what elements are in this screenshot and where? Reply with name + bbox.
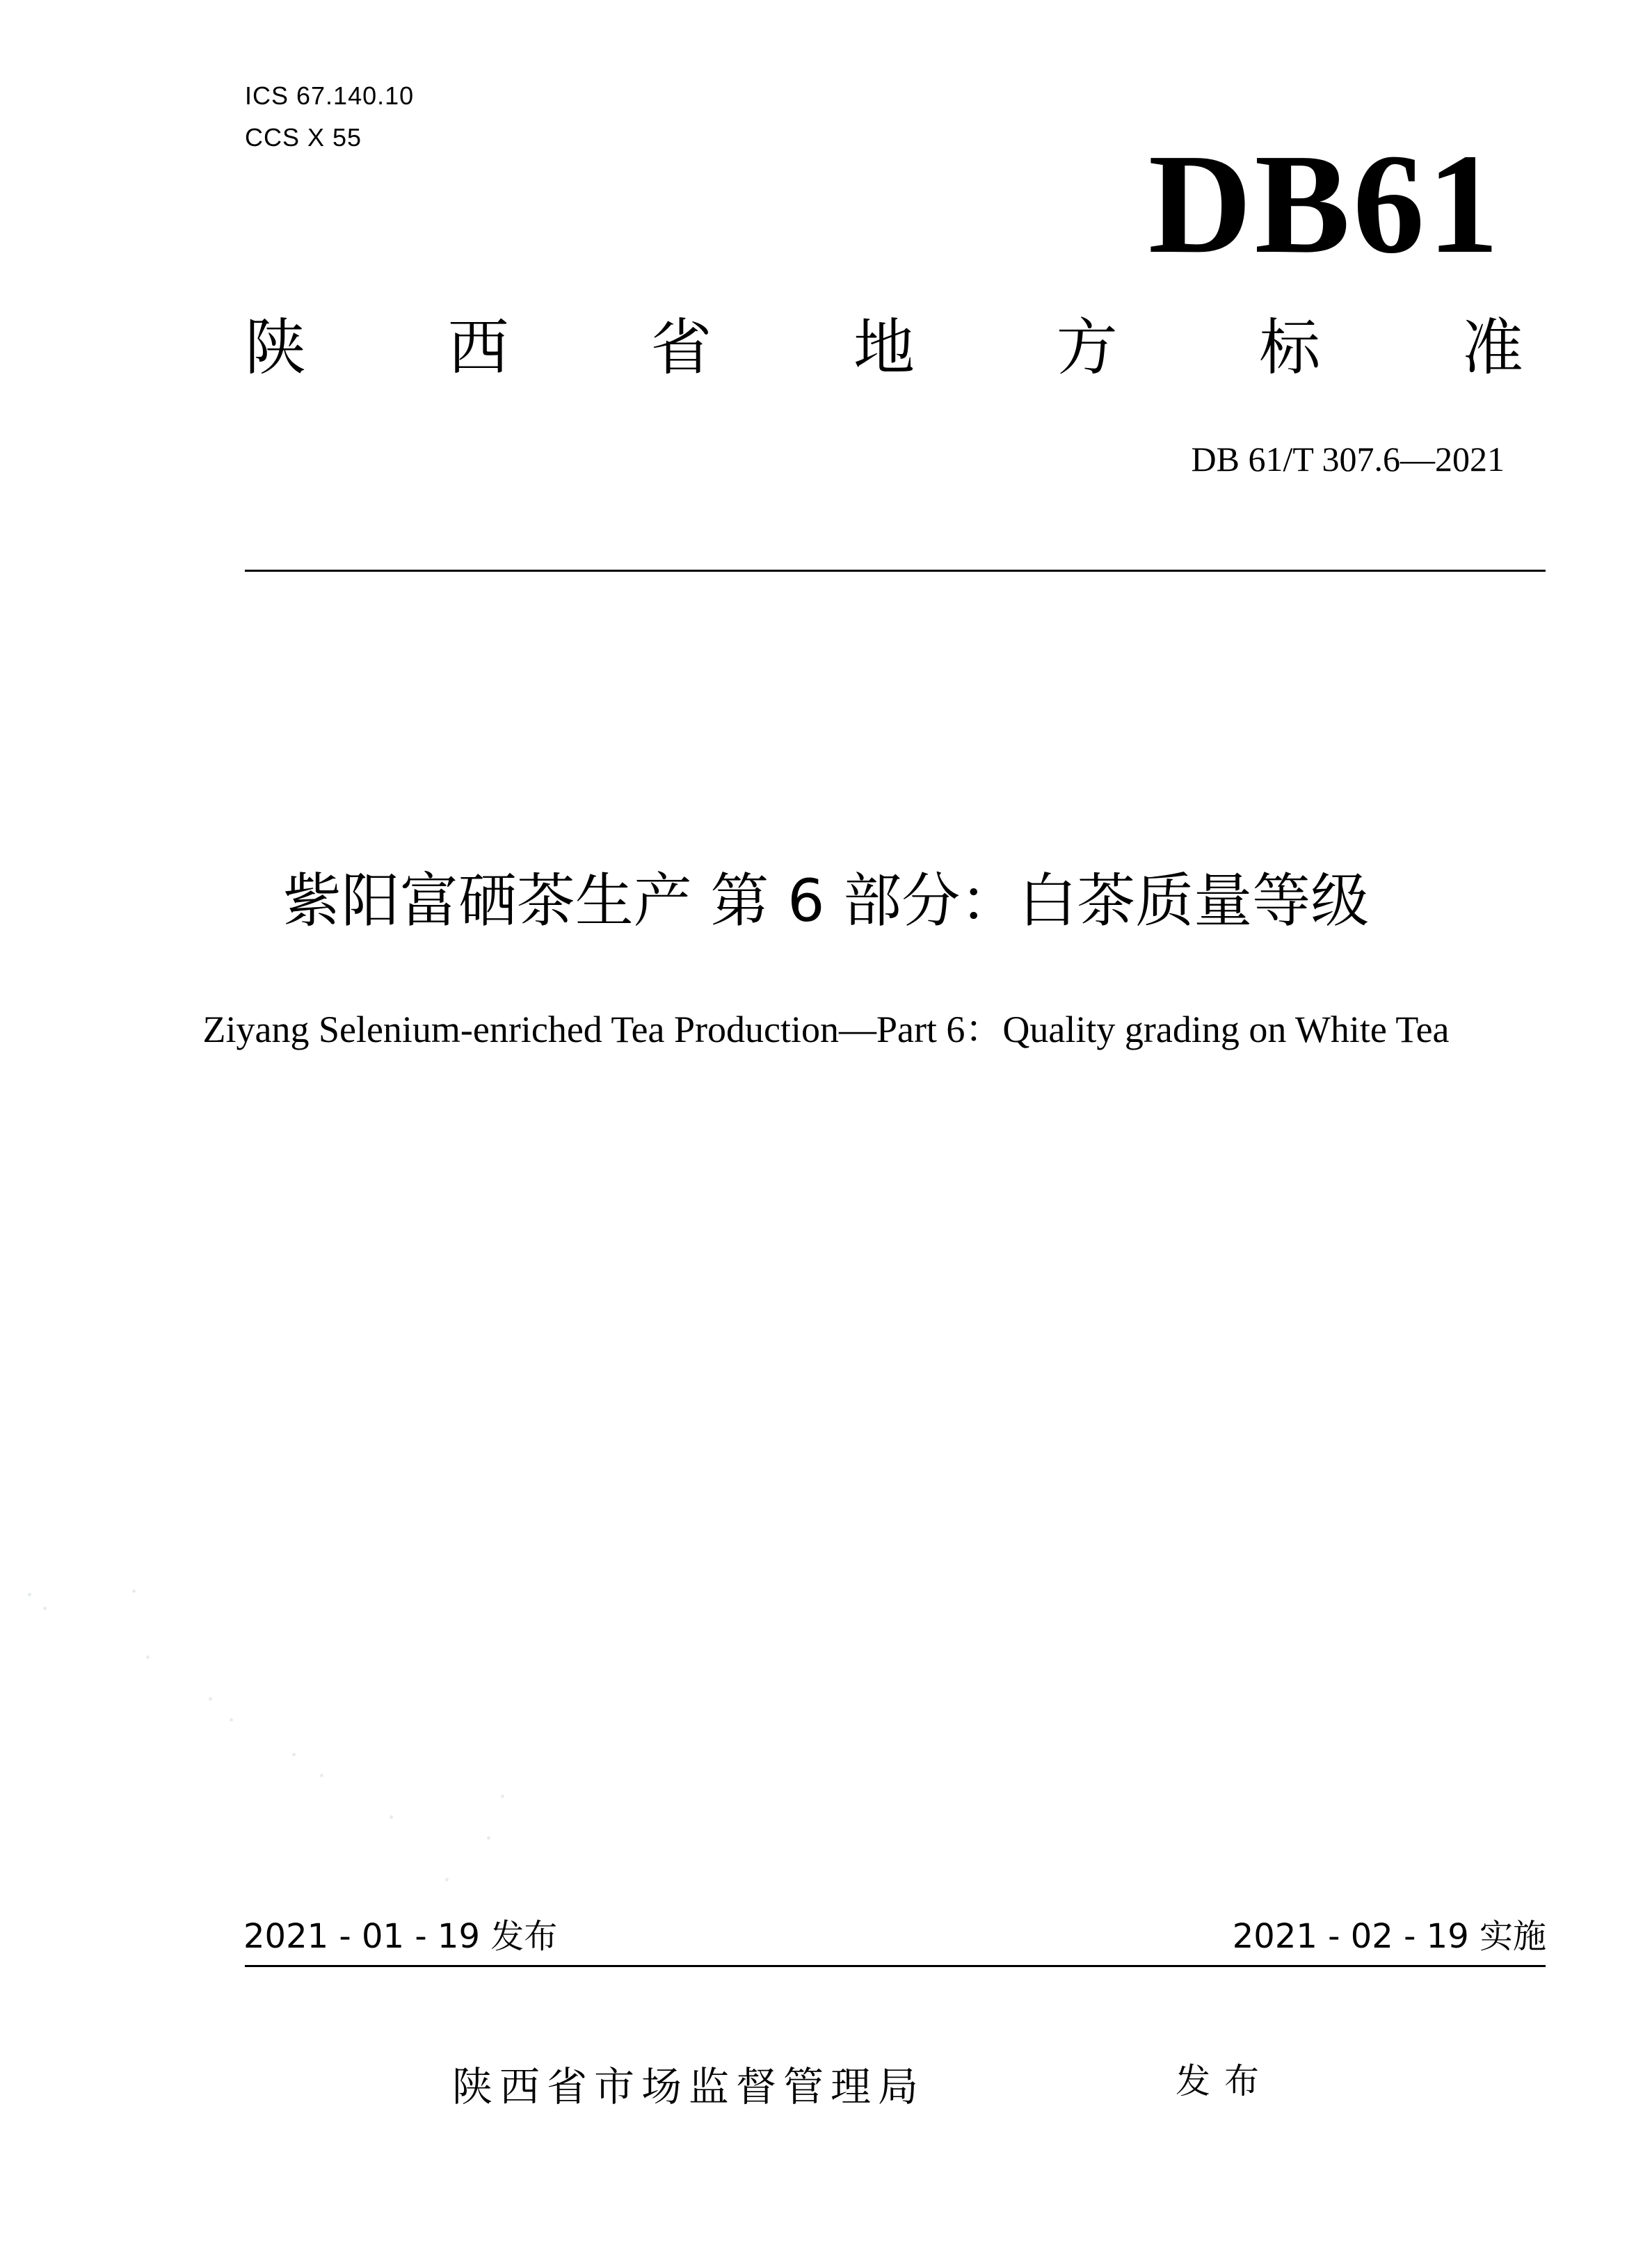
implementation-date: 2021 - 02 - 19 实施 bbox=[1232, 1917, 1546, 1956]
issuer-name: 陕西省市场监督管理局 bbox=[452, 2063, 926, 2110]
standard-logo: DB61 bbox=[1148, 124, 1502, 283]
scan-speck bbox=[487, 1836, 490, 1840]
standard-type-char: 西 bbox=[447, 312, 509, 383]
standard-type-char: 方 bbox=[1056, 312, 1118, 383]
scan-speck bbox=[230, 1718, 233, 1722]
scan-speck bbox=[43, 1607, 47, 1610]
ccs-code: CCS X 55 bbox=[245, 123, 362, 152]
scan-speck bbox=[320, 1774, 323, 1777]
scan-speck bbox=[445, 1878, 449, 1882]
standard-type-char: 准 bbox=[1461, 312, 1523, 383]
standard-type-heading bbox=[245, 306, 1523, 390]
title-english: Ziyang Selenium-enriched Tea Production—Part 6：Quality grading on White Tea bbox=[202, 1009, 1450, 1050]
title-chinese: 紫阳富硒茶生产 第 6 部分：白茶质量等级 bbox=[282, 867, 1370, 935]
scan-speck bbox=[501, 1795, 504, 1798]
issuer-action: 发布 bbox=[1176, 2061, 1273, 2101]
scan-speck bbox=[132, 1589, 136, 1593]
issue-date: 2021 - 01 - 19 发布 bbox=[243, 1917, 558, 1956]
standard-type-char: 地 bbox=[853, 312, 915, 383]
standard-number: DB 61/T 307.6—2021 bbox=[1191, 440, 1505, 479]
standard-type-char: 陕 bbox=[245, 312, 307, 383]
header-divider bbox=[245, 570, 1546, 572]
scan-speck bbox=[209, 1697, 212, 1701]
scan-speck bbox=[146, 1655, 150, 1659]
scan-speck bbox=[28, 1593, 31, 1596]
standard-type-char: 省 bbox=[650, 312, 712, 383]
standard-type-char: 标 bbox=[1259, 312, 1321, 383]
scan-speck bbox=[390, 1815, 393, 1819]
date-divider bbox=[245, 1965, 1546, 1967]
issuer-line bbox=[452, 2059, 1273, 2115]
scan-speck bbox=[292, 1753, 296, 1756]
ics-code: ICS 67.140.10 bbox=[245, 81, 415, 110]
